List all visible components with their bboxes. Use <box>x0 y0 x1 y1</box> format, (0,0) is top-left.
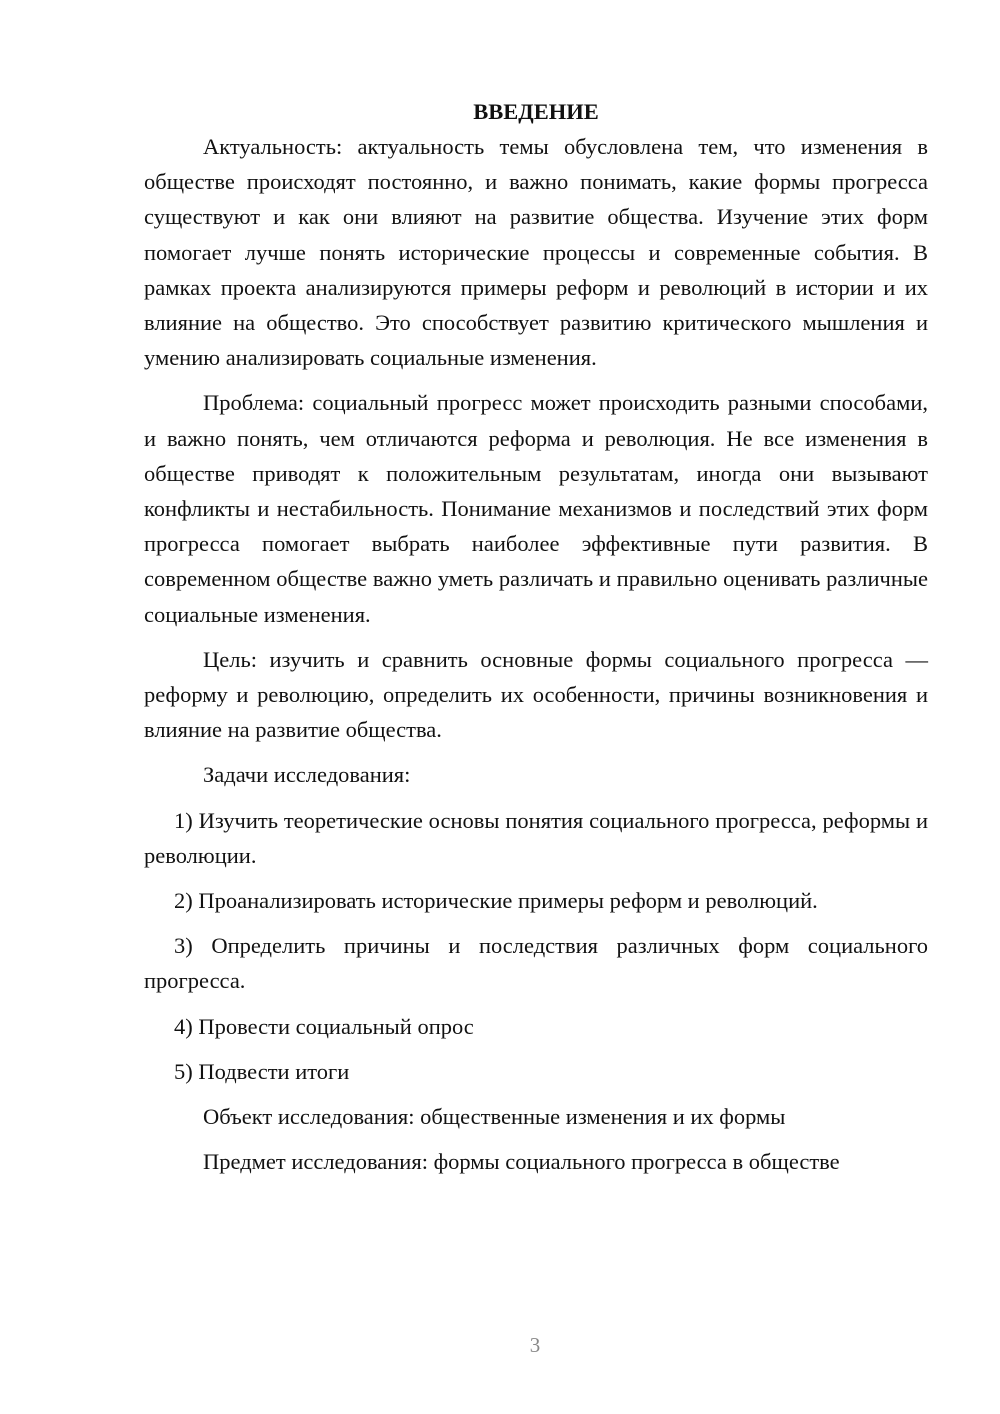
task-item: 3) Определить причины и последствия различных форм социального прогресса. <box>144 933 928 994</box>
task-item: 1) Изучить теоретические основы понятия социального прогресса, реформы и революции. <box>144 807 928 868</box>
paragraph-relevance: Актуальность: актуальность темы обусловлена тем, что изменения в обществе происходят постоянно, и важно понимать, какие формы прогресса существуют и как они влияют на развитие общества. Изучение этих форм помогает лучше понять исторические процессы и современные события. В рамках проекта анализируются примеры реформ и революций в истории и их влияние на общество. Это способствует развитию критического мышления и умению анализировать социальные изменения. <box>144 134 928 371</box>
section-title: ВВЕДЕНИЕ <box>473 99 599 124</box>
paragraph-problem: Проблема: социальный прогресс может происходить разными способами, и важно понять, чем отличаются реформа и революция. Не все изменения в обществе приводят к положительным результатам, иногда они вызывают конфликты и нестабильность. Понимание механизмов и последствий этих форм прогресса помогает выбрать наиболее эффективные пути развития. В современном обществе важно уметь различать и правильно оценивать различные социальные изменения. <box>144 390 928 627</box>
research-object: Объект исследования: общественные изменения и их формы <box>203 1104 786 1130</box>
task-item: 4) Провести социальный опрос <box>174 1013 474 1039</box>
page-number: 3 <box>529 1333 541 1357</box>
paragraph-goal: Цель: изучить и сравнить основные формы социального прогресса — реформу и революцию, определить их особенности, причины возникновения и влияние на развитие общества. <box>144 646 928 743</box>
research-subject: Предмет исследования: формы социального прогресса в обществе <box>203 1149 840 1175</box>
tasks-heading: Задачи исследования: <box>203 762 411 788</box>
task-item: 5) Подвести итоги <box>174 1058 350 1084</box>
document-page <box>144 94 928 1189</box>
task-item: 2) Проанализировать исторические примеры реформ и революций. <box>174 888 818 914</box>
